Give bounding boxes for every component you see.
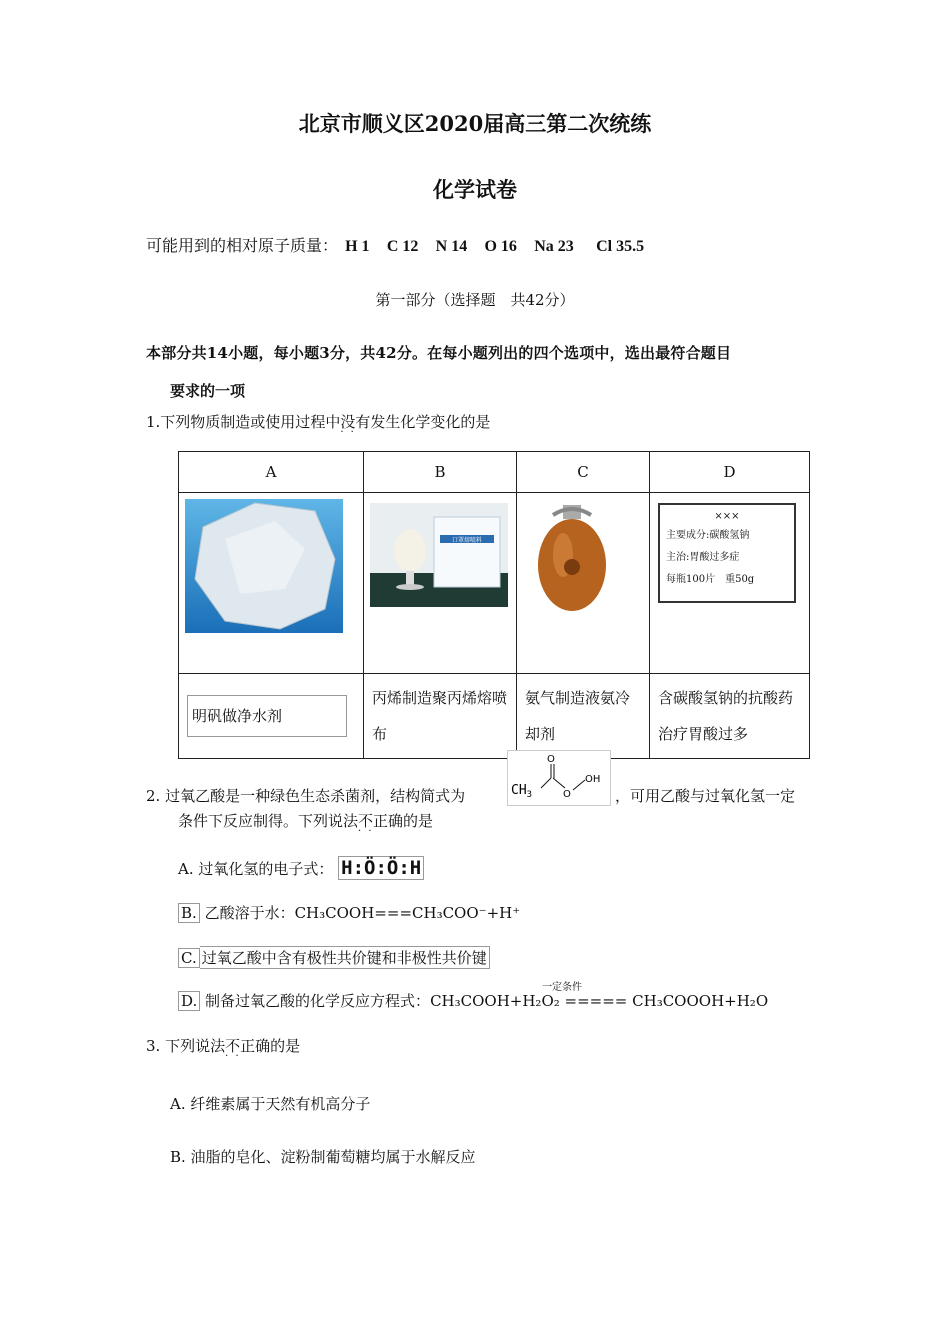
q1-caption-a-cell (179, 674, 364, 759)
instructions-line1: 本部分共14小题，每小题3分，共42分。在每小题列出的四个选项中，选出最符合题目 (146, 344, 732, 362)
structure-ch3: $CH_3$ (511, 783, 533, 800)
structure-oh: OH (585, 774, 601, 785)
medicine-label-ingredient: 主要成分:碳酸氢钠 (666, 530, 750, 541)
bottle-label-text: 口罩熔喷料 (451, 537, 483, 544)
reaction-condition: 一定条件 (542, 982, 583, 993)
h2o2-electron-formula: H:Ö:Ö:H (338, 856, 424, 880)
q2-option-b-label: B. (178, 903, 200, 923)
q1-caption-b: 丙烯制造聚丙烯熔喷布 (364, 674, 517, 759)
q1-header-c: C (517, 452, 650, 493)
q2-option-b (178, 902, 520, 923)
polypropylene-image (370, 503, 508, 607)
q3-stem-pre: 3. 下列说法 (146, 1037, 226, 1055)
q2-option-d-text: 制备过氧乙酸的化学反应方程式： (205, 992, 431, 1010)
q2-option-d-label: D. (178, 991, 200, 1011)
q2-option-d-equation-wrap (430, 982, 769, 1010)
mass-cl: Cl 35.5 (596, 238, 645, 255)
mass-na: Na 23 (534, 238, 574, 255)
q1-stem-pre: 1.下列物质制造或使用过程中 (146, 413, 341, 431)
q2-stem-pre: 2. 过氧乙酸是一种绿色生态杀菌剂，结构简式为 (146, 787, 466, 805)
exam-title: 北京市顺义区2020届高三第二次统练 (298, 111, 652, 136)
q1-image-d-cell (650, 493, 810, 674)
q2-option-b-text: 乙酸溶于水：CH₃COOH===CH₃COO⁻+H⁺ (204, 904, 521, 922)
mass-o: O 16 (484, 238, 517, 255)
q1-caption-a: 明矾做净水剂 (187, 695, 347, 737)
mass-n: N 14 (435, 238, 468, 255)
q1-image-b-cell (364, 493, 517, 674)
medicine-label (658, 503, 796, 603)
q1-stem-post: 发生化学变化的是 (370, 413, 491, 431)
q2-stem-post: ，可用乙酸与过氧化氢一定 (615, 787, 796, 805)
q1-caption-c: 氨气制造液氨冷却剂 (517, 674, 650, 759)
q2-option-c-label: C. (178, 948, 200, 968)
mass-h: H 1 (345, 238, 370, 255)
q1-stem (146, 411, 490, 432)
alum-crystal-image (185, 499, 343, 633)
q1-image-c-cell (517, 493, 650, 674)
medicine-label-name: ××× (714, 511, 740, 522)
q1-caption-d: 含碳酸氢钠的抗酸药治疗胃酸过多 (650, 674, 810, 759)
q3-stem (146, 1035, 300, 1056)
structure-carbonyl-o: O (547, 754, 555, 765)
q1-stem-emphasis: 没有 · · (340, 413, 370, 431)
q1-header-a: A (179, 452, 364, 493)
q3-stem-emphasis: 不正确 · · (225, 1037, 270, 1055)
instructions-line2: 要求的一项 (170, 382, 246, 400)
q1-header-b: B (364, 452, 517, 493)
atomic-masses-label: 可能用到的相对原子质量： (146, 236, 339, 255)
part1-heading: 第一部分（选择题 共42分） (375, 291, 575, 309)
q2-option-a (178, 856, 424, 880)
q2-stem-line2-pre: 条件下反应制得。下列说法 (178, 812, 359, 830)
q1-image-a-cell (179, 493, 364, 674)
q2-stem-emphasis: 不正确 · · (358, 812, 403, 830)
q2-option-a-text: A. 过氧化氢的电子式： (178, 860, 334, 878)
q1-options-table (178, 451, 810, 759)
peracetic-acid-structure (507, 750, 611, 806)
q3-option-a: A. 纤维素属于天然有机高分子 (170, 1095, 371, 1113)
structure-ether-o: O (563, 789, 571, 800)
subject-title: 化学试卷 (433, 177, 517, 202)
q2-option-d-equation: CH₃COOH+H₂O₂ ===== CH₃COOOH+H₂O (430, 992, 769, 1010)
atomic-masses (146, 233, 644, 256)
q2-option-c-text: 过氧乙酸中含有极性共价键和非极性共价键 (200, 946, 490, 969)
mass-c: C 12 (386, 238, 419, 255)
q2-option-d (178, 982, 769, 1011)
q2-option-c (178, 946, 490, 969)
q2-stem-line2 (178, 810, 433, 831)
q1-header-d: D (650, 452, 810, 493)
q3-option-b: B. 油脂的皂化、淀粉制葡萄糖均属于水解反应 (170, 1148, 476, 1166)
q3-stem-post: 的是 (270, 1037, 301, 1055)
q2-stem-line2-post: 的是 (403, 812, 434, 830)
medicine-label-quantity: 每瓶100片 重50g (666, 574, 755, 585)
refrigerant-can-image (523, 499, 621, 615)
medicine-label-indication: 主治:胃酸过多症 (666, 552, 740, 563)
